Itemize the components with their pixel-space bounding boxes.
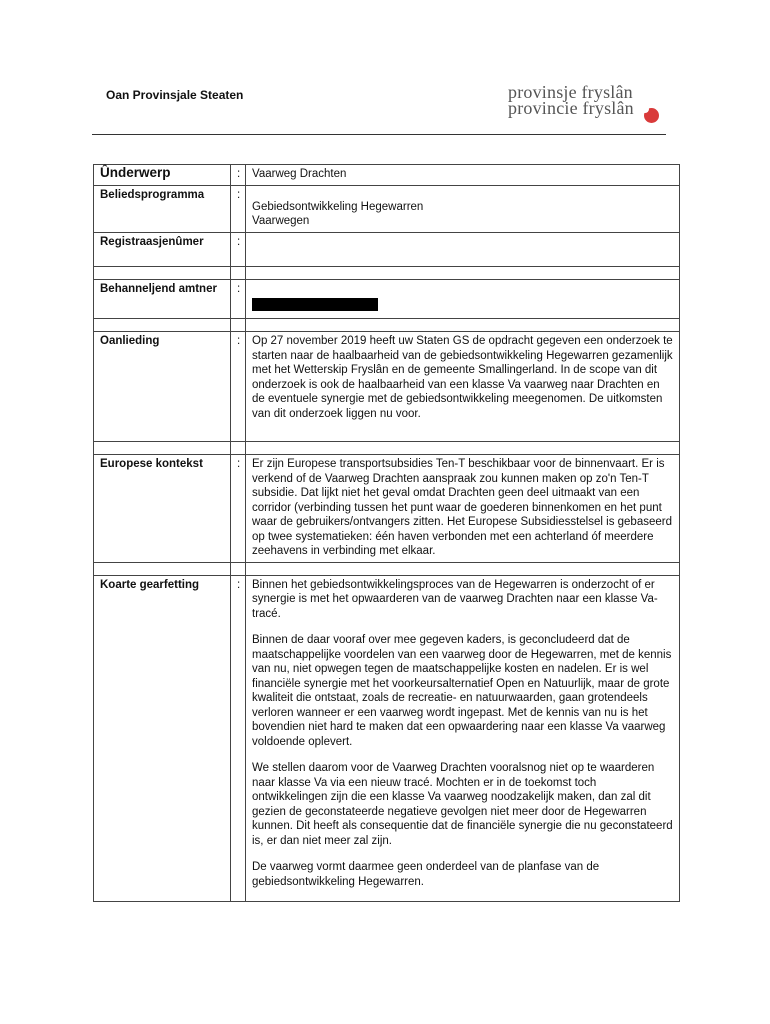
redaction-block (252, 298, 378, 311)
official-colon: : (231, 279, 246, 319)
summary-text (246, 575, 680, 902)
registration-label: Registraasjenûmer (94, 232, 231, 266)
subject-label: Ûnderwerp (94, 165, 231, 186)
row-spacer (94, 319, 680, 332)
row-subject (94, 165, 680, 186)
programme-colon: : (231, 185, 246, 232)
subject-value: Vaarweg Drachten (246, 165, 680, 186)
memo-table (93, 164, 680, 902)
european-label: Europese kontekst (94, 455, 231, 563)
logo-line-dutch: provincie fryslân (508, 98, 634, 118)
registration-value (246, 232, 680, 266)
row-registration (94, 232, 680, 266)
row-european (94, 455, 680, 563)
summary-colon: : (231, 575, 246, 902)
programme-value-line: Gebiedsontwikkeling Hegewarren (252, 200, 424, 213)
row-summary (94, 575, 680, 902)
european-text: Er zijn Europese transportsubsidies Ten-T beschikbaar voor de binnenvaart. Er is verkend of de Vaarweg Drachten aanspraak zou kunnen maken op zo'n Ten-T subsidie. Dat lijkt niet het geval omdat Drachten geen deel uitmaakt van een corridor (verbinding tussen het punt waar de goederen binnenkomen en het punt waar de gebruikers/ontvangers zitten. Het Europese Subsidiesstelsel is gebaseerd op twee systematieken: één haven verbonden met een achterland óf meerdere zeehavens in verbinding met elkaar. (246, 455, 680, 563)
addressee-heading: Oan Provinsjale Steaten (106, 88, 244, 102)
reason-text: Op 27 november 2019 heeft uw Staten GS de opdracht gegeven een onderzoek te starten naar de haalbaarheid van de gebiedsontwikkeling Hegewarren gezamenlijk met het Wetterskip Fryslân en de gemeente Smallingerland. In de scope van dit onderzoek is ook de haalbaarheid van een klasse Va vaarweg naar Drachten en de eventuele synergie met de gebiedsontwikkeling meegenomen. De uitkomsten van dit onderzoek liggen nu voor. (246, 332, 680, 442)
summary-paragraph: We stellen daarom voor de Vaarweg Drachten vooralsnog niet op te waarderen naar klasse Va via een nieuw tracé. Mochten er in de toekomst toch ontwikkelingen zijn die een klasse Va vaarweg noodzakelijk maken, dan zal dit gezien de geconstateerde negatieve gevolgen niet meer door de Hegewarren kunnen. Dit heeft als consequentie dat de financiële synergie die nu geconstateerd is, er dan niet meer zal zijn. (252, 762, 673, 847)
programme-label: Beliedsprogramma (94, 185, 231, 232)
logo-emblem-icon (644, 108, 659, 123)
row-official (94, 279, 680, 319)
summary-paragraph: Binnen de daar vooraf over mee gegeven kaders, is geconcludeerd dat de maatschappelijke voordelen van een vaarweg door de Hegewarren, met de kennis van nu, niet opwegen tegen de maatschappelijke kosten en nadelen. Er is wel financiële synergie met het voorkeursalternatief Open en Natuurlijk, maar de grote kwaliteit die ontstaat, zoals de recreatie- en natuurwaarden, gaan grotendeels verloren wanneer er een vaarweg wordt ingepast. Met de kennis van nu is het bovendien niet hard te maken dat een opwaardering naar een klasse Va vaarweg voldoende oplevert. (252, 634, 672, 748)
summary-paragraph: De vaarweg vormt daarmee geen onderdeel van de planfase van de gebiedsontwikkeling Hegewarren. (252, 861, 600, 888)
row-spacer (94, 442, 680, 455)
province-logo (508, 84, 634, 116)
header-divider (92, 134, 666, 135)
summary-paragraph: Binnen het gebiedsontwikkelingsproces van de Hegewarren is onderzocht of er synergie is met het opwaarderen van de vaarweg Drachten naar een klasse Va-tracé. (252, 578, 658, 620)
european-colon: : (231, 455, 246, 563)
reason-label: Oanlieding (94, 332, 231, 442)
summary-label: Koarte gearfetting (94, 575, 231, 902)
row-reason (94, 332, 680, 442)
official-label: Behanneljend amtner (94, 279, 231, 319)
subject-colon: : (231, 165, 246, 186)
row-spacer (94, 562, 680, 575)
row-programme (94, 185, 680, 232)
programme-value (246, 185, 680, 232)
logo-line-frisian: provinsje fryslân (508, 82, 633, 102)
registration-colon: : (231, 232, 246, 266)
programme-value-line: Vaarwegen (252, 215, 310, 227)
row-spacer (94, 266, 680, 279)
reason-colon: : (231, 332, 246, 442)
official-value (246, 279, 680, 319)
